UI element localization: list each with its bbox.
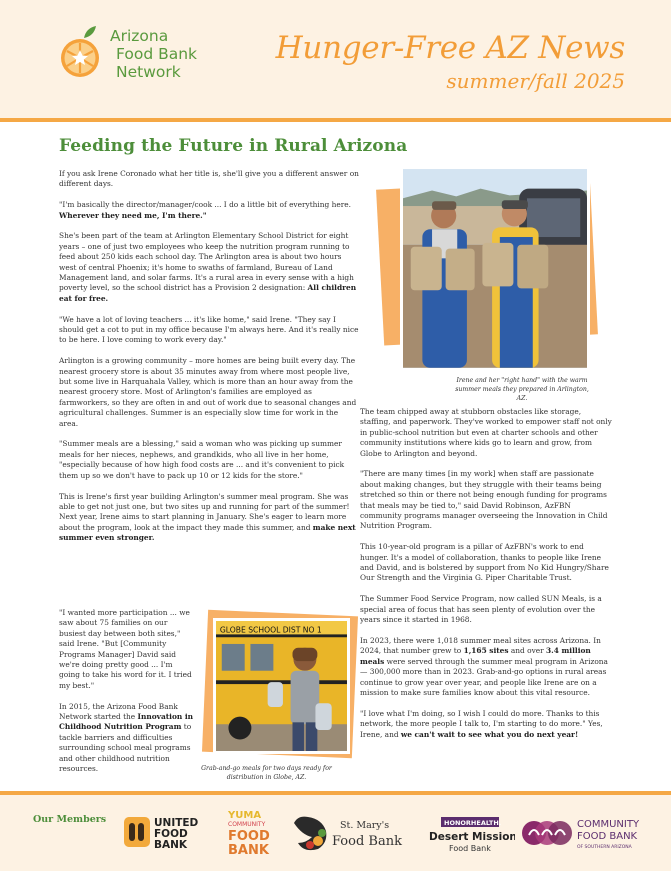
paragraph (360, 594, 612, 625)
paragraph-text: "I'm basically the director/manager/cook ... I do a little bit of everything here. (59, 200, 352, 210)
paragraph (360, 636, 612, 698)
paragraph-text: The team chipped away at stubborn obstacles like storage, staffing, and paperwork. They've worked to empower staff not only in public-school nutrition but even at charter schools and other community institutions where kids go to learn and grow, from Globe to Arlington and beyond. (360, 407, 612, 458)
paragraph-text: She's been part of the team at Arlington Elementary School District for eight years – one of just two employees who keep the nutrition program running to feed about 250 kids each school day. The Arlington area is about two hours west of central Phoenix; it's home to swaths of farmland, Bureau of Land Management land, and solar farms. It's a rural area in every sense with a high poverty level, so the school district has a Provision 2 designation: (59, 231, 354, 293)
paragraph (59, 231, 359, 304)
member-name: HONORHEALTH. (444, 819, 502, 827)
paragraph-text: were served through the summer meal program in Arizona — 300,000 more than in 2023. Grab-and-go options in rural areas continue to grow year over year, and people like Irene are on a mission to make sure families know about this vital resource. (360, 656, 608, 697)
paragraph (59, 200, 359, 221)
paragraph-emphasis: make next summer even stronger. (59, 522, 356, 543)
bus-sign-text: GLOBE SCHOOL DIST NO 1 (219, 625, 322, 635)
member-logo-desert-mission-food-bank (427, 815, 515, 855)
paragraph-emphasis: All children eat for free. (59, 283, 357, 303)
united-food-bank-icon (123, 813, 213, 853)
paragraph (59, 608, 195, 691)
azfbn-logo (56, 24, 276, 84)
members-label: Our Members (33, 814, 107, 825)
header (0, 0, 671, 122)
footer-members (0, 791, 671, 871)
photo-caption: Grab-and-go meals for two days ready for distribution in Globe, AZ. (201, 765, 332, 781)
member-name: FOOD BANK (577, 831, 638, 842)
member-name: UNITED (154, 817, 199, 829)
paragraph (59, 492, 359, 544)
paragraph (360, 469, 612, 531)
paragraph-text: "There are many times [in my work] when staff are passionate about making changes, but they struggle with their teams being stretched so thin or there not being enough funding for programs that meals may be tied to," said David Robinson, AzFBN community programs manager overseeing the Innovation in Child Nutrition Program. (360, 469, 608, 531)
paragraph-emphasis: 3.4 million meals (360, 646, 591, 666)
member-name: COMMUNITY (577, 819, 640, 830)
paragraph (59, 702, 195, 775)
desert-mission-icon (427, 815, 515, 855)
paragraph (59, 356, 359, 429)
member-name: Food Bank (332, 834, 402, 849)
paragraph-emphasis: 1,165 sites (463, 646, 509, 656)
article-column-right (360, 407, 612, 750)
paragraph (59, 315, 359, 346)
paragraph-emphasis: Wherever they need me, I'm there." (59, 210, 207, 220)
member-name: FOOD (154, 828, 188, 840)
member-name: Desert Mission (429, 831, 515, 843)
article-column-bottom-left (59, 608, 195, 785)
paragraph-emphasis: Innovation in Childhood Nutrition Program (59, 712, 194, 732)
photo-people-with-meals (403, 169, 587, 368)
article-title: Feeding the Future in Rural Arizona (59, 136, 408, 156)
paragraph (360, 407, 612, 459)
photo-school-bus (216, 621, 347, 751)
paragraph (59, 169, 359, 190)
paragraph-text: "We have a lot of loving teachers ... it's like home," said Irene. "They say I should get a cot to put in my office because I'm always here. And it's really nice to be here. I love coming to work every day." (59, 314, 359, 345)
logo-line: Network (116, 63, 181, 81)
logo-wordmark (110, 27, 197, 81)
paragraph-text: The Summer Food Service Program, now called SUN Meals, is a special area of focus that has seen plenty of evolution over the years since it started in 1968. (360, 594, 602, 625)
paragraph-text: "I love what I'm doing, so I wish I could do more. Thanks to this network, the more people I talk to, I'm starting to do more." Yes, Irene, and (360, 708, 603, 739)
photo-caption: Irene and her "right hand" with the warm summer meals they prepared in Arlington, AZ. (455, 377, 589, 402)
paragraph-text: This 10-year-old program is a pillar of AzFBN's work to end hunger. It's a model of collaboration, thanks to people like Irene and David, and is bolstered by support from No Kid Hungry/Share Our Strength and the Virginia G. Piper Charitable Trust. (360, 542, 609, 583)
paragraph (360, 542, 612, 584)
article-column-left (59, 169, 359, 554)
member-name: OF SOUTHERN ARIZONA (577, 845, 632, 850)
newsletter-title (276, 30, 625, 94)
member-name: BANK (154, 839, 188, 851)
photo-bus-meals (213, 618, 350, 754)
community-food-bank-icon (521, 813, 653, 853)
paragraph (59, 439, 359, 481)
paragraph (360, 709, 612, 740)
paragraph-text: If you ask Irene Coronado what her title is, she'll give you a different answer on different days. (59, 169, 359, 189)
member-name: St. Mary's (340, 820, 390, 831)
logo-line: Food Bank (116, 45, 198, 63)
member-logo-yuma-community-food-bank (225, 807, 280, 859)
newsletter-edition: summer/fall 2025 (446, 69, 625, 93)
paragraph-text: "Summer meals are a blessing," said a woman who was picking up summer meals for her nieces, nephews, and grandkids, who all live in her home, "especially because of how high food costs are ... and it's convenient to pick them up so we don't have to pack up 10 or 12 kids for the store." (59, 439, 345, 480)
paragraph-emphasis: we can't wait to see what you do next year! (400, 729, 579, 739)
newsletter-name: Hunger-Free AZ News (275, 30, 625, 66)
orange-logo-icon (56, 24, 112, 80)
member-name: YUMA (228, 810, 262, 821)
member-name: Food Bank (449, 844, 491, 853)
paragraph-text: This is Irene's first year building Arlington's summer meal program. She was able to get not just one, but two sites up and running for part of the summer! Next year, Irene aims to start planning in January. She's eager to learn more about the program, look at the impact they made this summer, and (59, 491, 350, 532)
member-logo-st-marys-food-bank (292, 813, 412, 853)
paragraph-text: and over (508, 646, 547, 656)
member-name: FOOD (228, 829, 270, 844)
st-marys-food-bank-icon (292, 813, 412, 853)
paragraph-text: to tackle barriers and difficulties surrounding school meal programs and other childhood nutrition resources. (59, 722, 192, 774)
footer-divider (0, 791, 671, 795)
member-name: COMMUNITY (228, 821, 266, 828)
logo-line: Arizona (110, 27, 169, 45)
yuma-food-bank-icon (225, 807, 280, 859)
photo-irene-and-helper (400, 166, 590, 371)
paragraph-text: In 2023, there were 1,018 summer meal sites across Arizona. In 2024, that number grew to (360, 635, 601, 656)
paragraph-text: Arlington is a growing community – more homes are being built every day. The nearest grocery store is about 35 minutes away from where most people live, but some live in Harquahala Valley, which is more than an hour away from the nearest grocery store. Most of Arlington's families are employed as farmworkers, so they are often in and out of work due to seasonal changes and agricultural challenges. Summer is an especially slow time for work in the area. (59, 356, 357, 428)
member-logo-united-food-bank (123, 813, 213, 853)
article (0, 122, 671, 791)
member-logo-community-food-bank-southern-arizona (521, 813, 653, 853)
paragraph-text: "I wanted more participation ... we saw about 75 families on our busiest day between both sites," said Irene. "But [Community Programs Manager] David said we're doing pretty good ... I'm going to take his word for it. I tried my best." (59, 608, 192, 690)
member-name: BANK (228, 843, 269, 858)
paragraph-text: In 2015, the Arizona Food Bank Network started the (59, 701, 178, 722)
